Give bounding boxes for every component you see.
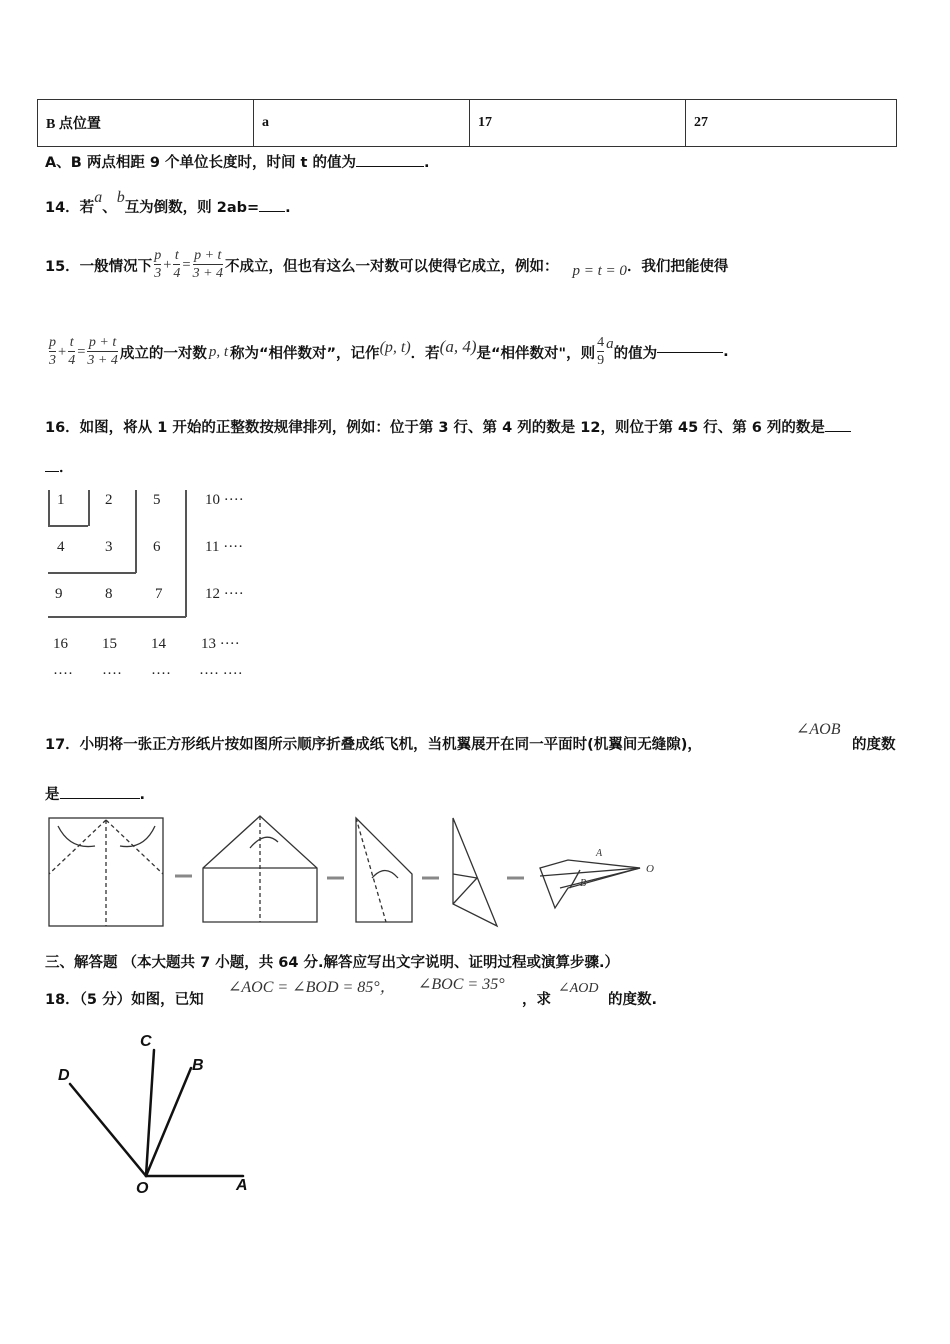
- question-17: [45, 733, 702, 754]
- grid-cell: 5: [153, 492, 161, 508]
- q17-end: .: [139, 787, 146, 803]
- var-b: b: [116, 189, 125, 206]
- frac-num: t: [69, 335, 74, 350]
- grid-line: [88, 490, 90, 526]
- fold-arrow-icon: [250, 837, 278, 848]
- var-a: a: [606, 335, 614, 352]
- grid-cell: 11 ····: [205, 539, 244, 555]
- q18-target: ∠AOD: [558, 981, 599, 996]
- grid-cell: 3: [105, 539, 113, 555]
- frac-den: 3: [49, 353, 56, 368]
- fold-step-4: [453, 818, 497, 926]
- q18-condition-2: ∠BOC = 35°: [418, 976, 505, 993]
- frac-num: 4: [597, 335, 605, 350]
- grid-cell: 4: [57, 539, 65, 555]
- question-16-end: [45, 456, 74, 477]
- ab-distance-text: A、B 两点相距 9 个单位长度时，时间 t 的值为: [45, 155, 357, 171]
- question-14: [45, 189, 291, 217]
- q15-is: 是“相伴数对"，则: [476, 345, 596, 362]
- table-cell: 27: [686, 100, 897, 147]
- frac-num: p: [49, 335, 56, 350]
- grid-cell: 6: [153, 539, 161, 555]
- fold-line: [453, 878, 477, 904]
- q15-text2: 成立的一对数: [119, 345, 207, 362]
- frac-den: 9: [597, 353, 605, 368]
- section-3-heading: 三、解答题 （本大题共 7 小题，共 64 分.解答应写出文字说明、证明过程或演算步骤.）: [45, 955, 620, 971]
- label-o: O: [136, 1180, 149, 1197]
- fraction-sum: [193, 248, 223, 282]
- q15-tail: ．我们把能使得: [626, 258, 729, 275]
- fraction-p-over-3: [154, 248, 161, 282]
- grid-cell: 8: [105, 586, 113, 602]
- table-cell: B 点位置: [38, 100, 254, 147]
- q18-ask: ，求: [522, 992, 551, 1008]
- angle-figure: [50, 1028, 270, 1198]
- frac-num: p + t: [194, 248, 222, 263]
- answer-blank: [657, 352, 723, 353]
- frac-den: 4: [173, 266, 181, 281]
- grid-cell: ···· ····: [199, 666, 243, 682]
- answer-blank: [60, 798, 140, 799]
- grid-cell: 16: [53, 636, 68, 652]
- ab-distance-question: A、B 两点相距 9 个单位长度时，时间 t 的值为 .: [45, 155, 430, 171]
- answer-blank: [259, 211, 285, 212]
- q17-line2: 是: [45, 787, 60, 803]
- fraction-sum: [87, 335, 117, 369]
- fraction-t-over-4: [173, 248, 180, 282]
- grid-cell: 15: [102, 636, 117, 652]
- q14-end: .: [285, 200, 291, 216]
- grid-cell: 12 ····: [205, 586, 244, 602]
- angle-aob: ∠AOB: [796, 721, 841, 738]
- var-a: a: [94, 189, 103, 206]
- q15-called: 称为“相伴数对”，记作: [230, 345, 380, 362]
- q18-number: 18．（5 分）如图，已知: [45, 992, 204, 1008]
- fold-arrow-icon: [372, 871, 398, 879]
- question-15-line2: $\frac{p}{3}$ + $\frac{t}{4}$ = $\frac{p + t}{3 + 4}$ 成立的一对数 p, t 称为“相伴数对”，记作 (p, t) ．若 (a, 4) 是“相伴数对"，则 $\frac{4}{9}$ a 的值为 .: [49, 335, 729, 368]
- position-table: [37, 99, 897, 147]
- grid-line: [48, 616, 186, 618]
- number-grid: [45, 480, 275, 690]
- label-a: A: [596, 848, 603, 859]
- frac-den: 3: [154, 266, 162, 281]
- grid-line: [185, 490, 187, 617]
- q18-condition-1: ∠AOC = ∠BOD = 85°，: [228, 979, 396, 996]
- frac-den: 4: [68, 353, 76, 368]
- answer-blank: [356, 166, 424, 167]
- q15-example: p = t = 0: [572, 262, 627, 279]
- frac-num: p: [154, 248, 162, 263]
- grid-cell: 10 ····: [205, 492, 244, 508]
- fraction-t-over-4: [68, 335, 75, 369]
- q14-separator: 、: [102, 200, 117, 216]
- answer-blank: [45, 471, 59, 472]
- label-c: C: [140, 1033, 152, 1050]
- label-a: A: [236, 1177, 248, 1194]
- q15-end: .: [723, 344, 729, 360]
- frac-num: t: [174, 248, 179, 263]
- fraction-p-over-3: [49, 335, 56, 369]
- grid-line: [48, 490, 50, 526]
- frac-den: 3 + 4: [87, 353, 118, 368]
- fold-arrow-icon: [120, 826, 155, 847]
- q15-text: 不成立，但也有这么一对数可以使得它成立，例如：: [225, 258, 559, 275]
- q17-tail: 的度数: [852, 737, 896, 753]
- grid-cell: 9: [55, 586, 63, 602]
- pair-notation: (p, t): [379, 339, 411, 356]
- frac-den: 3 + 4: [192, 266, 224, 281]
- table-cell: a: [254, 100, 470, 147]
- paper-folding-figure: [40, 808, 670, 938]
- grid-line: [48, 572, 136, 574]
- q15-if: ．若: [410, 345, 440, 362]
- q17-text: 17．小明将一张正方形纸片按如图所示顺序折叠成纸飞机，当机翼展开在同一平面时(机翼间无缝隙)，: [45, 737, 702, 753]
- grid-cell: 14: [151, 636, 166, 652]
- label-b: B: [192, 1057, 204, 1074]
- grid-cell: ····: [53, 666, 73, 682]
- q15-value: 的值为: [613, 345, 658, 362]
- grid-cell: 7: [155, 586, 163, 602]
- answer-blank: [825, 431, 851, 432]
- question-16: [45, 416, 851, 437]
- grid-cell: 1: [57, 492, 65, 508]
- grid-line: [48, 525, 88, 527]
- q18-tail: 的度数.: [608, 992, 658, 1008]
- grid-line: [135, 490, 137, 573]
- label-d: D: [58, 1067, 70, 1084]
- grid-cell: ····: [151, 666, 171, 682]
- q14-text: 互为倒数，则 2ab=: [124, 200, 260, 216]
- pair-vars: p, t: [208, 343, 228, 360]
- label-b: B: [580, 878, 587, 889]
- question-17-line2: [45, 783, 145, 804]
- fold-line: [49, 820, 106, 874]
- q14-number: 14．若: [45, 200, 95, 216]
- fold-line: [453, 874, 477, 878]
- paper-plane: [540, 860, 640, 908]
- frac-num: p + t: [88, 335, 117, 350]
- grid-cell: ····: [102, 666, 122, 682]
- label-o: O: [646, 863, 654, 875]
- table-cell: 17: [470, 100, 686, 147]
- q15-number: 15．一般情况下: [45, 258, 153, 275]
- fraction-4-over-9: [597, 335, 604, 369]
- q16-end: ．: [59, 460, 74, 476]
- ray-od: [70, 1084, 146, 1176]
- question-15: 15．一般情况下 $\frac{p}{3}$ + $\frac{t}{4}$ = $\frac{p + t}{3 + 4}$ 不成立，但也有这么一对数可以使得它成立，例如： p = t = 0 ．我们把能使得: [45, 248, 729, 281]
- q16-text: 16．如图，将从 1 开始的正整数按规律排列，例如：位于第 3 行、第 4 列的数是 12，则位于第 45 行、第 6 列的数是: [45, 420, 825, 436]
- grid-cell: 13 ····: [201, 636, 240, 652]
- grid-cell: 2: [105, 492, 113, 508]
- pair-a-4: (a, 4): [439, 337, 477, 356]
